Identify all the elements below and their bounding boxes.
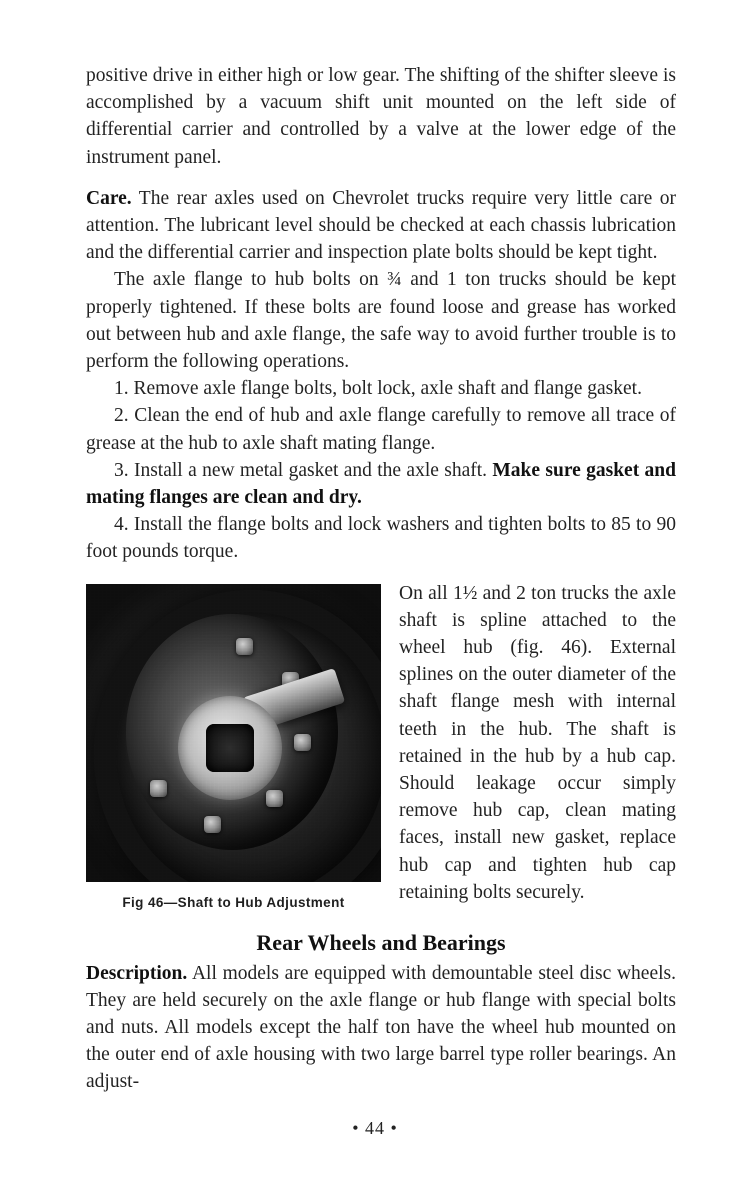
paragraph-step-4: 4. Install the flange bolts and lock washers and tighten bolts to 85 to 90 foot pounds torque. bbox=[86, 514, 676, 563]
paragraph-spline-attachment: On all 1½ and 2 ton trucks the axle shaft is spline attached to the wheel hub (fig. 46). External splines on the outer diameter of the shaft flange mesh with internal teeth in the hub. The shaft is retained in the hub by a hub cap. Should leakage occur simply remove hub cap, clean mating faces, install new gasket, replace hub cap and tighten hub cap retaining bolts securely. bbox=[399, 582, 676, 903]
paragraph-axle-flange: The axle flange to hub bolts on ¾ and 1 ton trucks should be kept properly tightened. If these bolts are found loose and grease has worked out between hub and axle flange, the safe way to avoid further trouble is to perform the following operations. bbox=[86, 269, 676, 373]
page-body bbox=[86, 62, 676, 1132]
shaft-to-hub-adjustment-photo bbox=[86, 584, 381, 882]
photo-grain-overlay bbox=[86, 584, 381, 882]
paragraph-intro: positive drive in either high or low gear. The shifting of the shifter sleeve is accomplished by a vacuum shift unit mounted on the left side of differential carrier and controlled by a valve at the lower edge of the instrument panel. bbox=[86, 65, 676, 168]
section-heading-rear-wheels: Rear Wheels and Bearings bbox=[256, 929, 506, 955]
figure-with-wrapped-text bbox=[86, 580, 676, 914]
description-lead-in: Description. bbox=[86, 962, 188, 984]
page-number: • 44 • bbox=[352, 1118, 398, 1138]
care-lead-in: Care. bbox=[86, 187, 132, 209]
description-body: All models are equipped with demountable steel disc wheels. They are held securely on the axle flange or hub flange with special bolts and nuts. All models except the half ton have the wheel hub mounted on the outer end of axle housing with two large barrel type roller bearings. An adjust- bbox=[86, 962, 676, 1093]
paragraph-description bbox=[86, 960, 676, 1096]
step-3-body: 3. Install a new metal gasket and the axle shaft. bbox=[114, 459, 493, 481]
figure-46 bbox=[86, 584, 381, 910]
paragraph-step-2: 2. Clean the end of hub and axle flange carefully to remove all trace of grease at the hub to axle shaft mating flange. bbox=[86, 405, 676, 454]
figure-caption: Fig 46—Shaft to Hub Adjustment bbox=[122, 894, 345, 910]
step-3-emphasis: Make sure gasket and mating flanges are clean and dry. bbox=[86, 459, 676, 509]
care-body: The rear axles used on Chevrolet trucks require very little care or attention. The lubricant level should be checked at each chassis lubrication and the differential carrier and inspection plate bolts should be kept tight. bbox=[86, 187, 676, 264]
paragraph-step-1: 1. Remove axle flange bolts, bolt lock, axle shaft and flange gasket. bbox=[114, 378, 642, 400]
paragraph-care bbox=[86, 185, 676, 267]
paragraph-step-3 bbox=[86, 457, 676, 511]
